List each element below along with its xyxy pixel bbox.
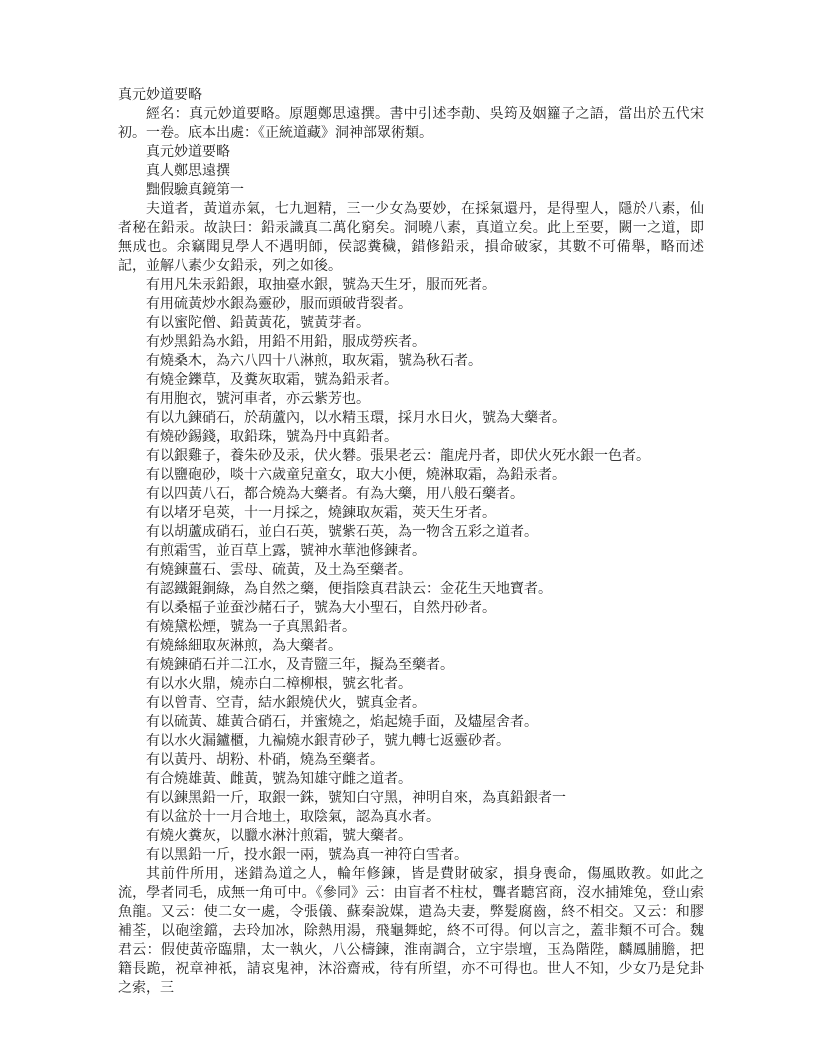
closing-paragraph: 其前件所用，迷錯為道之人，輪年修鍊，皆是費財破家，損身喪命，傷風敗教。如此之流，學者同毛，成無一角可中。《參同》云：由盲者不柱杖，聾者聽宮商，沒水捕雉兔，登山索魚龍。又云：使二女一處，令張儀、蘇秦說媒，遣為夫妻，弊髮腐齒，終不相交。又云：和膠補荃，以砲塗鐺，去玲加冰，除熱用湯，飛龜舞蛇，終不可得。何以言之，蓋非類不可合。魏君云：假使黃帝臨鼎，太一執火，八公檮鍊，淮南調合，立宇崇壇，玉為階陛，麟鳳脯膽，把籍長跪，祝章神祇，請哀鬼神，沐浴齋戒，待有所望，亦不可得也。世人不知，少女乃是兌卦之索，三	[118, 867, 704, 996]
list-item: 有以鹽砲砂，啖十六歲童兒童女，取大小便，燒淋取霜，為鉛汞者。	[146, 468, 566, 483]
list-item: 有以銀雞子，養朱砂及汞，伏火礬。張果老云：龍虎丹者，即伏火死水銀一色者。	[146, 449, 650, 464]
list-item: 有用硫黃炒水銀為靈砂，服而頭破背裂者。	[146, 297, 412, 312]
list-item: 有認鐵錕銅綠，為自然之藥，便指陰真君訣云：金花生天地寶者。	[146, 582, 552, 597]
list-item: 有以九鍊硝石，於葫蘆內，以水精玉環，採月水日火，號為大藥者。	[146, 411, 566, 426]
chapter-heading: 黜假驗真鏡第一	[146, 183, 244, 198]
list-item: 有以盆於十一月合地土，取陰氣，認為真水者。	[146, 810, 440, 825]
author-line: 真人鄭思遠撰	[146, 164, 230, 179]
list-item: 有燒鍊硝石并二江水，及青盬三年，擬為至藥者。	[146, 658, 454, 673]
list-item: 有以黃丹、胡粉、朴硝，燒為至藥者。	[146, 753, 384, 768]
list-item: 有用胞衣，號河車者，亦云紫芳也。	[146, 392, 370, 407]
list-item: 有以水火漏鑪櫃，九褊燒水銀青砂子，號九轉七返靈砂者。	[146, 734, 510, 749]
list-item: 有以硫黃、雄黃合硝石，并蜜燒之，焰起燒手面，及燼屋舍者。	[146, 715, 538, 730]
inner-title: 真元妙道要略	[146, 145, 230, 160]
list-item: 有炒黑鉛為水鉛，用鉛不用鉛，服成勞疾者。	[146, 335, 426, 350]
document-page	[118, 86, 704, 998]
list-item: 有以四黃八石，都合燒為大藥者。有為大藥，用八般石藥者。	[146, 487, 524, 502]
list-item: 有以黑鉛一斤，投水銀一兩，號為真一神符白雪者。	[146, 848, 468, 863]
list-item: 有燒黛松煙，號為一子真黑鉛者。	[146, 620, 356, 635]
list-item: 有燒鍊薑石、雲母、硫黃，及土為至藥者。	[146, 563, 412, 578]
list-item: 有燒絲細取灰淋煎，為大藥者。	[146, 639, 342, 654]
list-item: 有燒砂錫錢，取鉛珠，號為丹中真鉛者。	[146, 430, 398, 445]
list-item: 有燒金鑠草，及糞灰取霜，號為鉛汞者。	[146, 373, 398, 388]
list-item: 有合燒雄黃、雌黃，號為知雄守雌之道者。	[146, 772, 412, 787]
list-item: 有燒桑木，為六八四十八淋煎，取灰霜，號為秋石者。	[146, 354, 482, 369]
list-item: 有以蜜陀僧、鉛黃黃花，號黃芽者。	[146, 316, 370, 331]
list-item: 有以桑楅子並蚕沙赭石子，號為大小聖石，自然丹砂者。	[146, 601, 496, 616]
main-title: 真元妙道要略	[118, 88, 202, 103]
list-item: 有以水火鼎，燒赤白二樟柳根，號玄牝者。	[146, 677, 412, 692]
paragraph: 夫道者，黃道赤氣，七九迴精，三一少女為要妙，在採氣還丹，是得聖人，隱於八素，仙者秘在鉛汞。故訣曰：鉛汞識真二萬化窮矣。洞曉八素，真道立矣。此上至要，闕一之道，即無成也。余竊聞見學人不遇明師，侯認糞穢，錯修鉛汞，損命破家，其數不可備舉，略而述記，並解八素少女鉛汞，列之如後。	[118, 202, 704, 274]
list-item: 有以鍊黑鉛一斤，取銀一銖，號知白守黑，神明自來，為真鉛銀者一	[146, 791, 566, 806]
list-item: 有燒火糞灰，以臘水淋汁煎霜，號大藥者。	[146, 829, 412, 844]
list-item: 有煎霜雪，並百草上露，號神水華池修鍊者。	[146, 544, 426, 559]
list-item: 有以胡蘆成硝石，並白石英，號紫石英，為一物含五彩之道者。	[146, 525, 538, 540]
colophon: 經名：真元妙道要略。原題鄭思遠撰。書中引述李勣、吳筠及姻籮子之語，當出於五代宋初。一卷。底本出處：《正統道藏》洞神部眾術類。	[118, 107, 704, 141]
list-item: 有用凡朱汞鉛銀，取抽臺水銀，號為天生牙，服而死者。	[146, 278, 496, 293]
list-item: 有以曾青、空青，結水銀燒伏火，號真金者。	[146, 696, 426, 711]
list-item: 有以堵牙皂莢，十一月採之，燒鍊取灰霜，莢天生牙者。	[146, 506, 496, 521]
